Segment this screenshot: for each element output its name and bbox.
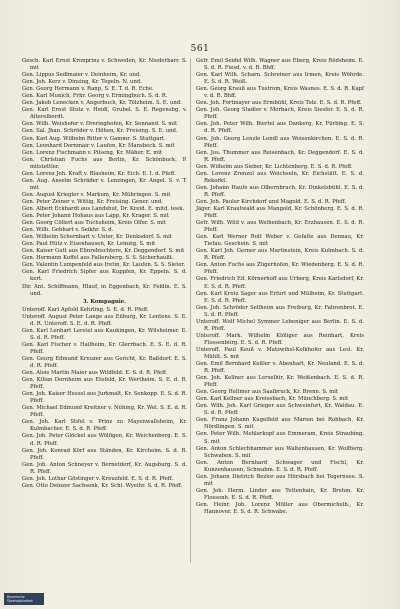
- list-entry: Gen. Hermann Koffel aus Fallersberg. S. S. Sicherhaußt.: [22, 255, 174, 262]
- list-entry: Gen. Valentin Lumpenfeld aus Iretin, Kr. Laufen. S. S. Sieter.: [22, 262, 186, 269]
- list-entry: Gen. Georg Cöllert aus Tuchsheim, Kreis Olfer. S. mit: [22, 220, 166, 227]
- library-stamp: [4, 593, 44, 605]
- list-entry: Gen. Alois Martin Maier aus Wildfeld. E. S. d. R. Pfeff.: [22, 370, 168, 377]
- section-heading: 3. Kompagnie.: [83, 298, 126, 305]
- list-entry: Gen. Karl Ernst Stutz v. Heidl, Grubel. S. E. Regensbg. v. Alterelberdt.: [22, 107, 187, 121]
- list-entry: Gen. Anton Schlechhammer aus Waltenhausen, Kr. Wolfberg. Schwaben. S. mit: [196, 445, 364, 459]
- list-entry: Gen. Heinr. Joh. Lorenz Müller aus Obermichelb., Kr. Hannover. E. S. d. R. Schwabe.: [196, 501, 364, 515]
- list-entry: Gen. Joh. Peter Wilh. Biertel aus Dankerg, Kr. Fürbing. E. S. d. R. Pfeff.: [196, 121, 364, 135]
- list-entry: Gen. Karl Krotz Sager aus Erfurt und Mülheim, Kr. Stuttgart. E. S. d. R. Pfeff.: [196, 290, 364, 304]
- list-entry: Gen. Michael Edmund Kreitner v. Nühing, Kr. Wel. S. E. d. R. Pfeff.: [22, 405, 187, 419]
- list-entry: Gen. Karl Wilh. Scharn. Schreiner aus Irmen, Kreis Wöhrde. E. S. d. R. Weiß.: [196, 72, 364, 86]
- list-entry: Gen. Joh. Pauler Kirchdorf und Magold. E. S. d. R. Pfeff.: [196, 198, 347, 205]
- list-entry: Gen. Wilhelm aus Sieber, Kr. Lichtenberg. E. S. d. R. Pfeff.: [196, 163, 353, 170]
- list-entry: Gen. Joh. Karl Stifel v. Prinz zu Mayenwallsheim, Kr. Kulmbacher. E. S. d. R. Pfeff.: [22, 419, 187, 433]
- list-entry: Gen. Joh. Kaiser Hessel aus Jurkmalt, Kr. Senkopp. E. S. d. R. Pfeff.: [22, 391, 187, 405]
- list-entry: Gen. Jos. Thummer aus Reisenbach, Kr. Deggendorf. E. S. d. R. Pfeff.: [196, 149, 364, 163]
- page-number: 561: [190, 44, 210, 54]
- list-entry: Gen. Joh. Georg Lenzle Lendl aus Weisenkirchen. E. S. d. R. Pfeff.: [196, 135, 364, 149]
- list-entry: Gen. Joh. Herm. Linder aus Tettenhain, Kr. Brehm. Kr. Flossenh. E. S. d. R. Pfeff.: [196, 487, 364, 501]
- list-entry: Gen. Georg Edmund Kreuzer aus Gericht, Kr. Baßdorf. E. S. d. R. Pfeff.: [22, 355, 187, 370]
- list-entry: Gen. Karl Lenhart Lerstel aus Kaukingen, Kr. Wilsheimer. E. S. d. R. Pfeff.: [22, 327, 187, 341]
- list-entry: Gen. Franz Johann Kugelfeld aus Marien bei Rohbach, Kr. Nördlingen. S. mit: [196, 417, 364, 431]
- list-entry: Unteroff. Mark. Wilhelm Klöliger aus Reinhart, Kreis Flossenbürg. E. S. d. R. Pfeff.: [196, 332, 364, 346]
- list-entry: Jäger. Karl Krautwald aus Mangold, Kr. Schönberg. E. S. d. R. Pfeff.: [196, 205, 364, 220]
- list-entry: Gen. Lorenz Fischmann v. Pilseng, Kr. Mäher. E. mit: [22, 149, 163, 156]
- list-entry: Gen. Wilh. Gebhart v. Seikhr. S. d.: [22, 227, 114, 234]
- list-entry: Gen. Joh. Fortmayer aus Ermbühl, Kreis Tolz. E. S. d. R. Pfeff.: [196, 100, 362, 107]
- list-entry: Gen. Karl Fischer v. Hailheim, Kr. Glerrbach. E. S. E. d. R. Pfeff.: [22, 341, 187, 355]
- list-entry: Gen. Joh. Peter Glöckel aus Wölfigen, Kr. Weichenberg. E. S. d. R. Pfeff.: [22, 433, 187, 447]
- right-column: [196, 58, 364, 516]
- list-entry: Gen. Joh. Georg Stadler v. Morbach, Kreis Siesfer. E. S. d. R. Pfeff.: [196, 107, 364, 121]
- list-entry: Gen. Peter Wilh. Mehlerkopf aus Emmeram, Kreis Straubing. S. mit: [196, 431, 364, 445]
- list-entry: Gen. Wilh. Joh. Karl Grieger aus Schweinfurt, Kr. Waldau. E. S. d. R. Pfeff.: [196, 403, 364, 417]
- list-entry: Gen. August Kriegler v. Markum, Kr. Mühringen. S. mit: [22, 191, 171, 198]
- list-entry: Gen. Karl Aug. Wilhelm Ritter v. Gammr. S. Stuttgart.: [22, 135, 166, 142]
- column-divider: [190, 58, 191, 563]
- list-entry: Gen. Karl Friedrich Sipfer aus Kuppfen, Kr. Eppeln. S. d. kert.: [22, 269, 187, 283]
- list-entry: Gen. Otto Deinzer Sachsenk, Kr. Schl. Wyeihr. S. d. R. Pfeff.: [22, 482, 183, 489]
- list-entry: Gen. Karl Werner Rolf Weber v. Gefalte aus Dennau, Kr. Tiefau. Geschein. S. mit: [196, 234, 364, 248]
- list-entry: Gen. Paul Hütz v. Eisenhausen, Kr. Leinzig. S. mit: [22, 241, 156, 248]
- list-entry: Gen. Joh. Lothar Göstinger v. Kreuzfeld. E. S. d. R. Pfeff.: [22, 475, 174, 482]
- list-entry: Gen. Aug. Anselm Schräder v. Lenzingen, Kr. Angel. S. v. T. mit: [22, 177, 187, 191]
- library-stamp-line: Bayerische: [7, 595, 25, 599]
- list-entry: Gen. Georg Hermann v. Ranp. S. E. T. d. R. Eche.: [22, 86, 154, 93]
- left-column: [22, 58, 187, 490]
- library-stamp-line: Staatsbibliothek: [7, 599, 33, 603]
- list-entry: Gen. Sal. Jhan. Schröder v. Höhen, Kr. Freising. S. E. und.: [22, 128, 178, 135]
- list-entry: Gesch. Karl Ernst Kronprinz v. Schweden, Kr. Niederbarr. S. mit: [22, 58, 187, 72]
- list-entry: Gen. Wilh. Weishofer v. Dreringhofen, Kr. Sennand. S. mit: [22, 121, 178, 128]
- list-entry: Gen. Emil Bernhard Keßler v. Abenhart, Kr. Neuland. E. S. d. R. Pfeff.: [196, 361, 364, 375]
- list-entry: Gen. Leonhard Dornmair v. Laufen, Kr. Mansbeck. S. mit: [22, 142, 175, 149]
- list-entry: Gen. Joh. Anton Schneyer v. Bernetdorf, Kr. Augsburg. S. d. R. Pfeff.: [22, 461, 187, 475]
- list-entry: Gen. Christian Fuchs aus Berlin, Kr. Schönbuck, P. mitstettler.: [22, 156, 187, 170]
- list-entry: Unteroff. Karl Apfold Kehrling. S. E. d. R. Pfeff.: [22, 306, 149, 313]
- list-entry: Dir. Ant. Schiffmann, Hlauf, in Eggenbach, Kr. Feldin. E. S. und.: [22, 283, 187, 297]
- list-entry: Gen. Georg Krauß aus Tustrom, Kreis Wasnes. E. S. d. R. Kapf v. d. R. Bhff.: [196, 86, 364, 100]
- list-entry: Gen. Peter Johann Hohaus aus Lapp, Kr. Krager. S. mit: [22, 213, 169, 220]
- list-entry: Gen. Peter Zeiner v. Wittig, Kr. Freising. Gener. und.: [22, 198, 163, 205]
- list-entry: Gen. Johann Haufe aus Olbernbruch, Kr. Dinkelsbühl. E. S. d. R. Pfeff.: [196, 184, 364, 198]
- list-entry: Gen. Georg Hellmer aus Saalbruck, Kr. Brenn. S. mit: [196, 389, 338, 396]
- list-entry: Gen. Wilhelm Schernbart v. Unter, Kr. Denksdorf. S. mit: [22, 234, 172, 241]
- list-entry: Gen. Jakob Lenecken v. Angerbuch, Kr. Tölzheim. S. E. und.: [22, 100, 182, 107]
- list-entry: Gen. Kilian Dornheim aus Etefeld, Kr. Wertheim. S. E. d. R. Pfeff.: [22, 377, 187, 391]
- list-entry: Gen. Karl Kellner aus Kreisebach, Kr. Münchberg. S. mit: [196, 396, 349, 403]
- list-entry: Gen. Johann Dietrich Bezlor aus Hörsbach bei Tegernsee. S. mit: [196, 473, 364, 487]
- list-entry: Gen. Karl Joh. Gerner aus Martinstein, Kreis Kulmbach. S. d. R. Pfeff.: [196, 248, 364, 262]
- list-entry: Gen. Joh. Konrad Körf aus Ständen, Kr. Kircheim. S. d. R. Pfeff.: [22, 447, 187, 461]
- list-entry: Gefr. Emil Seidel Wilh. Wagner aus Eberg, Kreis Rödsheim. E. S. d. R. Fiesd. v. d. R. Bhff.: [196, 58, 364, 72]
- list-entry: Gen. Anton Fuchs aus Zügerhofen, Kr. Wiedenberg. E. S. d. R. Pfeff.: [196, 262, 364, 276]
- list-entry: Gen. Joh. Schröder Sellheim aus Freiburg, Kr. Fahrenbrot. E. S. d. R. Pfeff.: [196, 304, 364, 318]
- list-entry: Gen. Anton Bernhard Schwager und Fischl, Kr. Kunzenhausen, Schwabm. E. S. d. R. Pfeff.: [196, 459, 364, 473]
- list-entry: Unteroff. Wolf Michel Symmer Lebeniger aus Berlin. E. S. d. R. Pfeff.: [196, 318, 364, 332]
- list-entry: Gen. Albert Eckhardt aus Landshut, Dr. Kreid. E. mitd. teek.: [22, 205, 185, 212]
- list-entry: Unteroff. August Peter Lange aus Eilburg, Kr. Lentens. S. E. d. R. Unteroff. S. E. d. R. Pfeff.: [22, 313, 187, 327]
- list-entry: Gen. Joh. Kellner aus Lerselhir, Kr. Weißenbach. E. S. d. R. Pfeff.: [196, 375, 364, 389]
- list-entry: Gen. Joh. Kerz v. Dinsing, Kr. Tegeln. N. und.: [22, 79, 142, 86]
- list-entry: Gen. Lorenz Zrenzel aus Weichseln, Kr. Eichstätt. E. S. d. Rekorkt.: [196, 170, 364, 184]
- list-entry: Gen. Kaiser Gutt aus Elinrebischtere, Kr. Deggendorf. S. mit: [22, 248, 185, 255]
- list-entry: Gen. Karl Munich, Frhr. Georg v. Ermingbuch. S. d. R.: [22, 93, 168, 100]
- list-entry: Gen. Lorenz Joh. Kraft v. Blasheim, Kr. Eich. E. I. d. Pfeff.: [22, 170, 176, 177]
- list-entry: Gen. Lippus Sedlmaier v. Deinheim, Kr. und.: [22, 72, 142, 79]
- list-entry: Gefr. Wilh. Wild v. aus Weihenbach, Kr. Erzhausen. E. S. d. R. Pfeff.: [196, 220, 364, 234]
- list-entry: Gen. Friedrich Ed. Körnerhoff aus Urberg, Kreis Karlsdorf, Kr. E. S. d. R. Pfeff.: [196, 276, 364, 290]
- list-entry: Unteroff. Paul Keuß v. Matzwihsl-Kolkhofer aus Lesl. Kr. Mühlt. S. mit: [196, 346, 364, 360]
